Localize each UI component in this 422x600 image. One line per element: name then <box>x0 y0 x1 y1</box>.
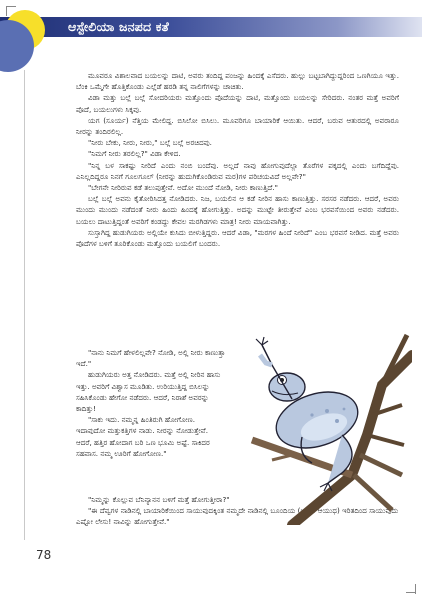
margin-rule <box>24 70 25 540</box>
paragraph: "ನೀರು ಬೇಕು, ನೀರು, ನೀರು," ಬಲ್ಲೆ ಬಲ್ಲೆ ಅರಚಿದವು. <box>88 138 212 148</box>
frog-head <box>269 373 305 401</box>
paragraph: ಯಗ (ಸೂರ್ಯ) ನೆತ್ತಿಯ ಮೇಲಿದ್ದ. ಬಿಸಿಲೋ ಬಿಸಿಲು. ಮೂವರಿಗೂ ಬಾಯಾರಿಕೆ ಆಯಿತು. ಆದರೆ, ಬರುವ ಆತುರದಲ್ಲಿ ಅವರಾರೂ ನೀರನ್ನು ತಂದಿರಲಿಲ್ಲ. <box>76 115 399 137</box>
paragraph: ಮೂವರೂ ವಿಶಾಲವಾದ ಬಯಲನ್ನು ದಾಟಿ, ಅವರು ತಂದಿದ್ದ ಪಂಜನ್ನು ಹಿಂದಕ್ಕೆ ಎಸೆದರು. ಹುಲ್ಲು ಬಟ್ಟಬಾಗಿದ್ದುದ್ದರಿಂದ ಒಣಗಿಯೂ ಇತ್ತು. ಬೆಂಕಿ ಒಮ್ಮೆಗೇ ಹೊತ್ತಿಕೊಂಡು ಎಲ್ಲೆಡೆ ಹರಡಿ ತನ್ನ ನಾಲಿಗೆಗಳನ್ನು ಚಾಚಿತು. <box>76 71 399 92</box>
paragraph: "ನಿಮಗೆ ನೀರು ತರಲಿಲ್ಲ?" ವಿಡಾ ಕೇಳಿದ. <box>88 149 181 159</box>
crop-mark <box>6 6 16 7</box>
crop-mark <box>6 6 7 16</box>
crop-mark <box>415 584 416 594</box>
page-number: 78 <box>36 548 52 562</box>
paragraph: ಹುಡುಗಿಯರು ಅತ್ತ ನೋಡಿದರು. ಮತ್ತೆ ಅಲ್ಲಿ ನೀರಿನ ಹಾಸು ಇತ್ತು. ಅವರಿಗೆ ವಿಶ್ವಾಸ ಮೂಡಿತು. ಉರಿಯುತ್ತಿದ್ದ ಬಿಸಿಲನ್ನು ಸಹಿಸಿಕೊಂಡು ಹೇಗೋ ನಡೆದರು. ಆದರೆ, ನಿರಾಶೆ ಅವರನ್ನು ಕಾದಿತ್ತು! <box>76 370 221 414</box>
paragraph: "ಈ ದೆವ್ವಗಳ ನಾಡಿನಲ್ಲಿ ಬಾಯಾರಿಕೆಯಿಂದ ಸಾಯುವುದಕ್ಕಿಂತ ನಮ್ಮದೇ ನಾಡಿನಲ್ಲಿ ಬೂಂದಿಯ (ಒಂದು ಆಯುಧ) ಇರಿತದಿಂದ ಸಾಯುವುದು ಎಷ್ಟೋ ಲೇಸು! ನಾವಿನ್ನು ಹೋಗುತ್ತೇವೆ." <box>76 506 399 527</box>
paragraph: "ಬೇಗನೇ ನೀರಿರುವ ಕಡೆ ತಲುಪುತ್ತೇವೆ. ಅದೋ ಮುಂದೆ ನೋಡಿ, ನೀರು ಕಾಣುತ್ತಿದೆ." <box>88 183 278 193</box>
tree-branch <box>354 475 392 510</box>
paragraph: "ನಿಮ್ಮನ್ನು ಕೊಲ್ಲುವ ಬೆನಿನ್ಯಾನನ ಬಳಿಗೆ ಮತ್ತೆ ಹೋಗುತ್ತೀರಾ?" <box>88 495 230 504</box>
paragraph: "ನಾನು ನಿಮಗೆ ಹೇಳಲಿಲ್ಲವೇ? ನೋಡಿ, ಅಲ್ಲಿ ನೀರು ಕಾಣುತ್ತಾ ಇದೆ." <box>76 348 226 369</box>
paragraph: "ಸಾಕು ಇದು. ನಮ್ಮನ್ನ ಹಿಂತಿರುಗಿ ಹೋಗೋಣ. ಇದಾವುದೋ ಮತ್ತುಕತ್ತಿಗಳ ನಾಡು. ನೀರನ್ನು ನೋಡುತ್ತೇವೆ. ಆದರೆ, ಹತ್ತಿರ ಹೋದಾಗ ಬರಿ ಒಣ ಭೂಮಿ ಅಷ್ಟೆ. ಸಾಕಿದರ ಸಹವಾಸ. ನಮ್ಮ ಊರಿಗೆ ಹೋಗೋಣ." <box>76 415 210 458</box>
frog-on-tree-illustration <box>232 325 412 525</box>
paragraph: ವಿಡಾ ಮತ್ತು ಬಲ್ಲೆ ಬಲ್ಲೆ ಸೋದರಿಯರು ಮತ್ತೊಂದು ಪೊದೆಯನ್ನು ದಾಟಿ, ಮತ್ತೊಂದು ಬಯಲನ್ನು ಸೇರಿದರು. ನಂತರ ಮತ್ತೆ ಅವರಿಗೆ ಪೊದೆ, ಬಯಲುಗಳು ಸಿಕ್ಕವು. <box>76 93 399 114</box>
tree-branch <box>367 435 404 445</box>
paragraph: ಬಲ್ಲೆ ಬಲ್ಲೆ ಅವನು ಕೈತೋರಿಸಿದತ್ತ ನೋಡಿದರು. ನಿಜ, ಬಯಲಿನ ಆ ಕಡೆ ನೀರಿನ ಹಾಸು ಕಾಣುತ್ತಿತ್ತು. ಸರಸರ ನಡೆದರು. ಆದರೆ, ಅವರು ಮುಂದು ಮುಂದು ನಡೆದಂತೆ ನೀರು ಹಿಂದು ಹಿಂದಕ್ಕೆ ಹೋಗುತ್ತಿತ್ತು. ಅದನ್ನು ಮುಟ್ಟೇ ತೀರುತ್ತೇವೆ ಎಂಬ ಭರವಸೆಯಿಂದ ಅವರು ನಡೆದರು. ಬಯಲು ದಾಟುತ್ತಿದ್ದಂತೆ ಅವರಿಗೆ ಕಂಡದ್ದು ಕೇವಲ ಮರಗಿಡಗಳು ಮಾತ್ರ! ನೀರು ಮಾಯವಾಗಿತ್ತು. <box>76 194 399 226</box>
story-narrow-column <box>76 347 226 459</box>
running-header-title: ಆಸ್ಟೇಲಿಯಾ ಜನಪದ ಕತೆ <box>68 19 169 34</box>
story-body <box>76 70 399 249</box>
tree-branch <box>360 455 402 475</box>
tree-branch <box>272 455 292 460</box>
paragraph: ಸುಸ್ತಾಗಿದ್ದ ಹುಡುಗಿಯರು ಅಲ್ಲಿಯೇ ಕುಸಿದು ಬೀಳುತ್ತಿದ್ದರು. ಆದರೆ ವಿಡಾ, "ಮರಗಳ ಹಿಂದೆ ನೀರಿದೆ" ಎಂಬ ಭರವಸೆ ನೀಡಿದ. ಮತ್ತೆ ಅವರು ಪೊದೆಗಳ ಬಳಿಗೆ ತೂರಿಕೊಂಡು ಮತ್ತೊಂದು ಬಯಲಿಗೆ ಬಂದರು. <box>76 227 399 249</box>
header-band <box>0 17 422 37</box>
paragraph: "ನಿನ್ನ ಬಳ ಸಾಕಷ್ಟು ನೀರಿದೆ ಎಂದು ನಂಬಿ ಬಂದೆವು. ಅಲ್ಲದೆ ನಾವು ಹೋಗುವುದೆಲ್ಲಾ ತೊರೆಗಳ ಪಕ್ಕದಲ್ಲಿ ಎಂದು ಬಗೆದಿದ್ದೆವು. ಎನಿಲ್ಲದಿದ್ದರೂ ನಿನಗೆ ಗೂಲಗೂಲ್ (ನೀರನ್ನು ಹುದುಗಿಕೊಂಡಿರುವ ಮರ)ಗಳ ಪರಿಚಯವಿದೆ ಅಲ್ಲವೇ?" <box>76 160 399 181</box>
